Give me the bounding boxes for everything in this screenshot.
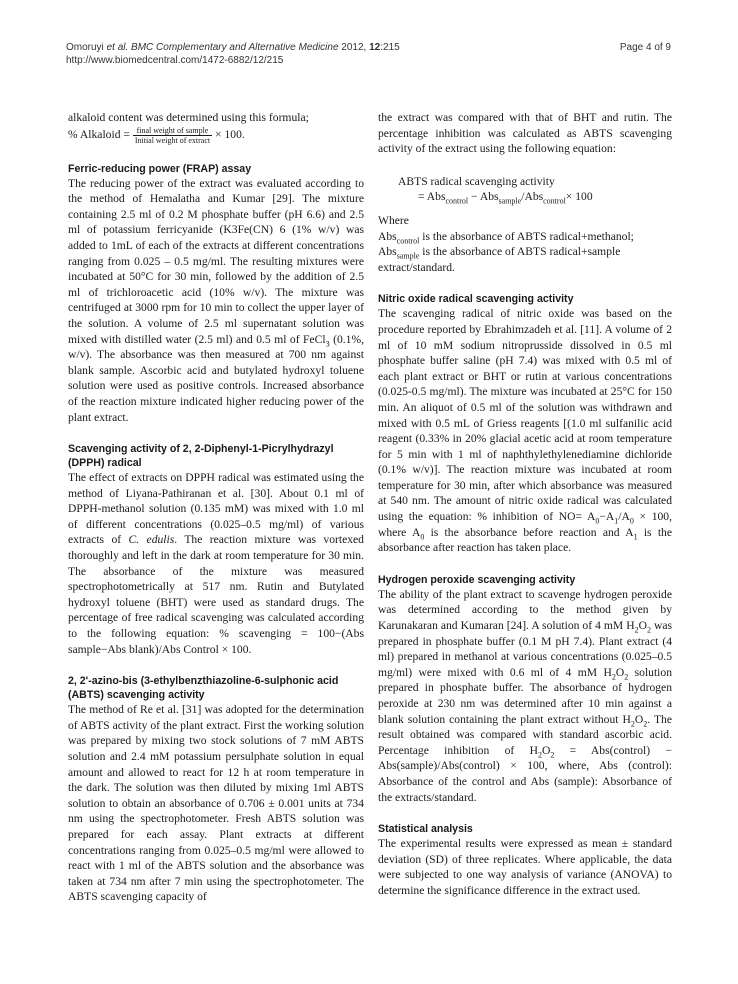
where-block (378, 213, 672, 275)
statistical-analysis-paragraph: The experimental results were expressed as mean ± standard deviation (SD) of three replicates. Where applicable, the data were subjected to one way analysis of variance (ANOVA) to determine the significance difference in the extract used. (378, 837, 672, 897)
hydrogen-peroxide-paragraph: The ability of the plant extract to scavenge hydrogen peroxide was determined according to the method given by Karunakaran and Kumaran [24]. A solution of 4 mM $H_2O_2$ was prepared in phosphate buffer (0.1 M pH 7.4). Plant extract (4 ml) prepared in methanol at various concentrations (0.025–0.5 mg/ml) were mixed with 0.6 ml of 4 mM $H_2O_2$ solution prepared in phosphate buffer. The absorbance of hydrogen peroxide at 230 nm was determined after 10 min against a blank solution containing the plant extract without $H_2O_2$. The result obtained was compared with standard ascorbic acid. Percentage inhibition of $H_2O_2$ = Abs(control) − Abs(sample)/Abs(control) × 100, where, Abs (control): Absorbance of the control and Abs (sample): Absorbance of the extracts/standard. (378, 587, 673, 804)
hydrogen-peroxide-heading: Hydrogen peroxide scavenging activity (378, 573, 576, 586)
page-number: Page 4 of 9 (619, 42, 671, 53)
frap-paragraph: The reducing power of the extract was evaluated according to the method of Hemalatha and Kumar [29]. The mixture containing 2.5 ml of 0.2 M phosphate buffer (pH 6.6) and 2.5 ml of potassium ferricyanide (K3Fe(CN) 6 (1% w/v) was added to 1mL of each of the extracts at different concentrations ranging from 0.025 – 0.5 mg/ml. The resulting mixtures were incubated at 50°C for 30 min, followed by the addition of 2.5 ml of trichloroacetic acid (10% w/v). The mixture was centrifuged at 3000 rpm for 10 min to collect the upper layer of the solution. A volume of 2.5 ml supernatant solution was mixed with distilled water (2.5 ml) and 0.5 ml of FeCl$_3$ (0.1%, w/v). The absorbance was then measured at 700 nm against blank sample. Ascorbic acid and butylated hydroxyl toluene solution were used as positive controls. Increased absorbance of the reaction mixture indicated higher reducing power of the plant extract. (68, 176, 364, 424)
alkaloid-fraction: $\frac{\text{final weight of sample}}{\text{Initial weight of extract}}$ (134, 125, 211, 145)
alkaloid-formula: % Alkaloid = $\frac{\text{final weight of sample}}{\text{Initial weight of extract}}$ × 100. (68, 125, 245, 145)
where-label: Where (378, 213, 409, 227)
running-header (66, 41, 400, 67)
citation-authors: Omoruyi (66, 42, 104, 53)
citation (66, 41, 400, 54)
right-column (378, 110, 672, 899)
alkaloid-paragraph: alkaloid content was determined using this formula; % Alkaloid = $\frac{\text{final weight of sample}}{\text{Initial weight of extract}}$ × 100. (68, 111, 309, 145)
abts-continued-paragraph: the extract was compared with that of BHT and rutin. The percentage inhibition was calculated as ABTS scavenging activity of the extract using the following equation: (378, 111, 672, 156)
where-line-sample: Abs$_{sample}$ is the absorbance of ABTS radical+sample extract/standard. (378, 245, 621, 274)
species-name: C. edulis (128, 533, 175, 547)
citation-year: 2012, (338, 42, 370, 53)
abts-paragraph: The method of Re et al. [31] was adopted for the determination of ABTS activity of the plant extract. First the working solution was prepared by mixing two stock solutions of 7 mM ABTS solution and 2.4 mM potassium persulphate solution in equal amount and allowed to react for 12 h at room temperature in the dark. The solution was then diluted by mixing 1ml ABTS solution to obtain an absorbance of 0.706 ± 0.001 units at 734 nm using the spectrophotometer. Fresh ABTS solution was prepared for each assay. Plant extracts at different concentrations ranging from 0.025–0.5 mg/ml were allowed to react with 1 ml of the ABTS solution and the absorbance was taken at 734 nm after 7 min using the spectrophotometer. The ABTS scavenging capacity of (68, 703, 364, 904)
abts-equation (398, 174, 672, 205)
frap-heading: Ferric-reducing power (FRAP) assay (68, 162, 252, 175)
citation-journal: et al. BMC Complementary and Alternative Medicine (103, 42, 339, 53)
dpph-paragraph: The effect of extracts on DPPH radical was estimated using the method of Liyana-Pathiranan et al. [30]. About 0.1 ml of DPPH-methanol solution (0.135 mM) was mixed with 1.0 ml of different concentrations (0.025–0.5 mg/ml) of various extracts of C. edulis. The reaction mixture was vortexed thoroughly and left in the dark at room temperature for 30 min. The absorbance of the mixture was measured spectrophotometrically at 517 nm. Rutin and Butylated hydroxyl toluene (BHT) were used as standard drugs. The percentage of free radical scavenging was calculated according to the following equation: % scavenging = 100−(Abs sample−Abs blank)/Abs Control × 100. (68, 471, 364, 656)
abts-heading: 2, 2'-azino-bis (3-ethylbenzthiazoline-6-sulphonic acid (ABTS) scavenging activity (68, 675, 339, 702)
left-column (68, 110, 364, 905)
equation-line-2: = Abs$_{control}$ − Abs$_{sample}$/Abs$_{control}$× 100 (418, 190, 593, 206)
statistical-analysis-heading: Statistical analysis (378, 823, 473, 836)
citation-volume: 12 (369, 42, 381, 53)
citation-article: :215 (380, 42, 400, 53)
article-url[interactable]: http://www.biomedcentral.com/1472-6882/12/215 (66, 55, 284, 66)
nitric-oxide-heading: Nitric oxide radical scavenging activity (378, 293, 574, 306)
where-line-control: Abs$_{control}$ is the absorbance of ABTS radical+methanol; (378, 229, 634, 245)
nitric-oxide-paragraph: The scavenging radical of nitric oxide was based on the procedure reported by Ebrahimzadeh et al. [11]. A volume of 2 ml of 10 mM sodium nitroprusside dissolved in 0.5 ml phosphate buffer saline (pH 7.4) was mixed with 0.5 ml of each plant extract or BHT or rutin at various concentrations (0.025-0.5 mg/ml). The mixture was incubated at 25°C for 150 min. An aliquot of 0.5 ml of the solution was withdrawn and mixed with 0.5 mL of Griess reagents [(1.0 ml sulfanilic acid reagent (0.33% in 20% glacial acetic acid at room temperature for 5 min with 1 ml of naphthylethylenediamine dichloride (0.1% w/v)]. The reaction mixture was incubated at room temperature for 30 min, after which absorbance was measured at 540 nm. The amount of nitric oxide radical was calculated using the equation: % inhibition of $NO= A_0-A_1/A_0 \times 100$, where $A_0$ is the absorbance before reaction and $A_1$ is the absorbance after reaction has taken place. (378, 307, 672, 555)
dpph-heading: Scavenging activity of 2, 2-Diphenyl-1-Picrylhydrazyl (DPPH) radical (68, 443, 334, 470)
equation-line-1: ABTS radical scavenging activity (398, 174, 555, 188)
